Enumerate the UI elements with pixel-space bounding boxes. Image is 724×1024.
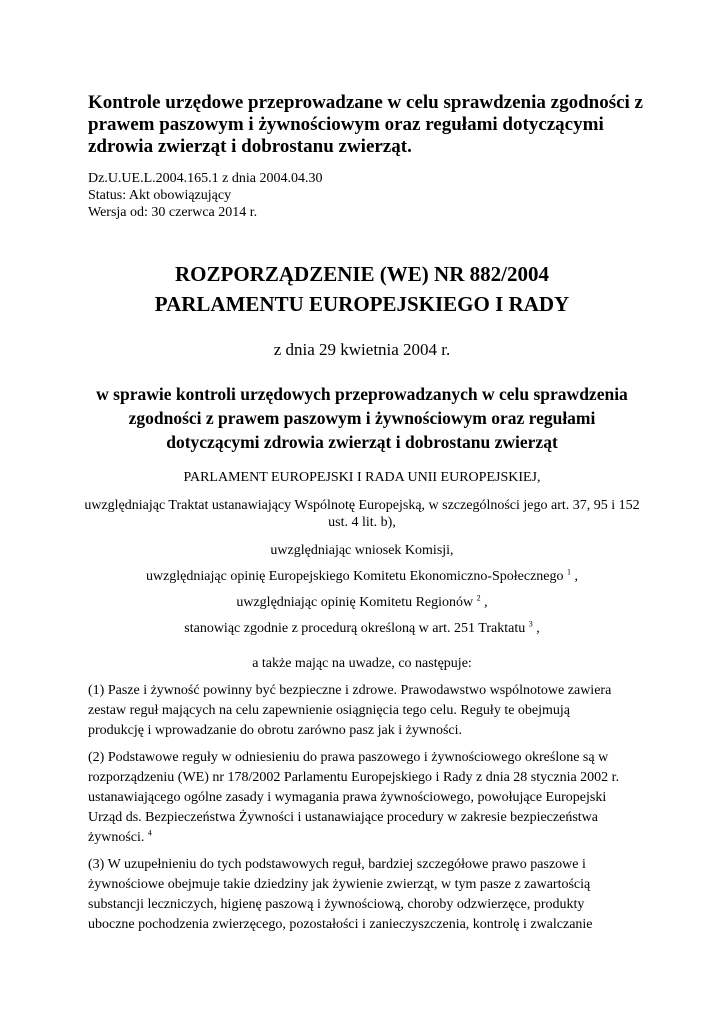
recital-3: (3) W uzupełnieniu do tych podstawowych reguł, bardziej szczegółowe prawo paszowe i żywnościowe obejmuje takie dziedziny jak żywienie zwierząt, w tym pasze z zawartością substancji leczniczych, higienę paszową i żywnościową, choroby odzwierzęce, produkty uboczne pochodzenia zwierzęcego, pozostałości i zanieczyszczenia, kontrolę i zwalczanie xyxy=(88,857,593,932)
recital-2-text: (2) Podstawowe reguły w odniesieniu do prawa paszowego i żywnościowego określone są w rozporządzeniu (WE) nr 178/2002 Parlamentu Europejskiego i Rady z dnia 28 stycznia 2002 r. ustanawiającego ogólne zasady i wymagania prawa żywnościowego, powołujące Europejski Urząd ds. Bezpieczeństwa Żywności i ustanawiające procedury w zakresie bezpieczeństwa żywności. xyxy=(88,750,620,845)
act-status: Status: Akt obowiązujący xyxy=(88,188,232,203)
preamble-esc-opinion-text: uwzględniając opinię Europejskiego Komitetu Ekonomiczno-Społecznego xyxy=(145,569,564,584)
recital-2 xyxy=(88,748,628,848)
document-metadata xyxy=(88,170,322,221)
regulation-subject: w sprawie kontroli urzędowych przeprowadzanych w celu sprawdzenia zgodności z prawem paszowym i żywnościowym oraz regułami dotyczącymi zdrowia zwierząt i dobrostanu zwierząt xyxy=(96,384,628,452)
preamble-cor-opinion: uwzględniając opinię Komitetu Regionów $^2$ , xyxy=(236,593,488,610)
preamble-whereas: a także mając na uwadze, co następuje: xyxy=(252,656,472,671)
recitals xyxy=(88,681,628,942)
preamble-esc-opinion: uwzględniając opinię Europejskiego Komitetu Ekonomiczno-Społecznego $^1$ , xyxy=(145,567,579,584)
preamble-cor-opinion-text: uwzględniając opinię Komitetu Regionów xyxy=(236,595,474,610)
footnote-ref-4[interactable]: 4 xyxy=(147,828,152,838)
preamble-authority: PARLAMENT EUROPEJSKI I RADA UNII EUROPEJSKIEJ, xyxy=(183,470,541,485)
version-date: Wersja od: 30 czerwca 2014 r. xyxy=(88,205,258,220)
regulation-title-line-1: ROZPORZĄDZENIE (WE) NR 882/2004 xyxy=(175,262,549,286)
document-title: Kontrole urzędowe przeprowadzane w celu sprawdzenia zgodności z prawem paszowym i żywnościowym oraz regułami dotyczącymi zdrowia zwierząt i dobrostanu zwierząt. xyxy=(88,92,643,157)
preamble-treaty-basis: uwzględniając Traktat ustanawiający Wspólnotę Europejską, w szczególności jego art. 37, 95 i 152 ust. 4 lit. b), xyxy=(84,498,640,530)
preamble-procedure-text: stanowiąc zgodnie z procedurą określoną w art. 251 Traktatu xyxy=(184,621,526,636)
regulation-title xyxy=(60,259,664,319)
footnote-ref-3[interactable]: 3 xyxy=(528,619,533,629)
footnote-ref-2[interactable]: 2 xyxy=(476,593,481,603)
publication-reference: Dz.U.UE.L.2004.165.1 z dnia 2004.04.30 xyxy=(88,171,323,186)
preamble-commission-proposal: uwzględniając wniosek Komisji, xyxy=(270,543,454,558)
regulation-date: z dnia 29 kwietnia 2004 r. xyxy=(273,340,451,359)
preamble-procedure: stanowiąc zgodnie z procedurą określoną w art. 251 Traktatu $^3$ , xyxy=(184,619,540,636)
recital-1: (1) Pasze i żywność powinny być bezpieczne i zdrowe. Prawodawstwo wspólnotowe zawiera zestaw reguł mających na celu zapewnienie osiągnięcia tego celu. Reguły te obejmują produkcję i wprowadzanie do obrotu zarówno pasz jak i żywności. xyxy=(88,683,612,738)
regulation-title-line-2: PARLAMENTU EUROPEJSKIEGO I RADY xyxy=(154,292,570,316)
footnote-ref-1[interactable]: 1 xyxy=(567,567,572,577)
